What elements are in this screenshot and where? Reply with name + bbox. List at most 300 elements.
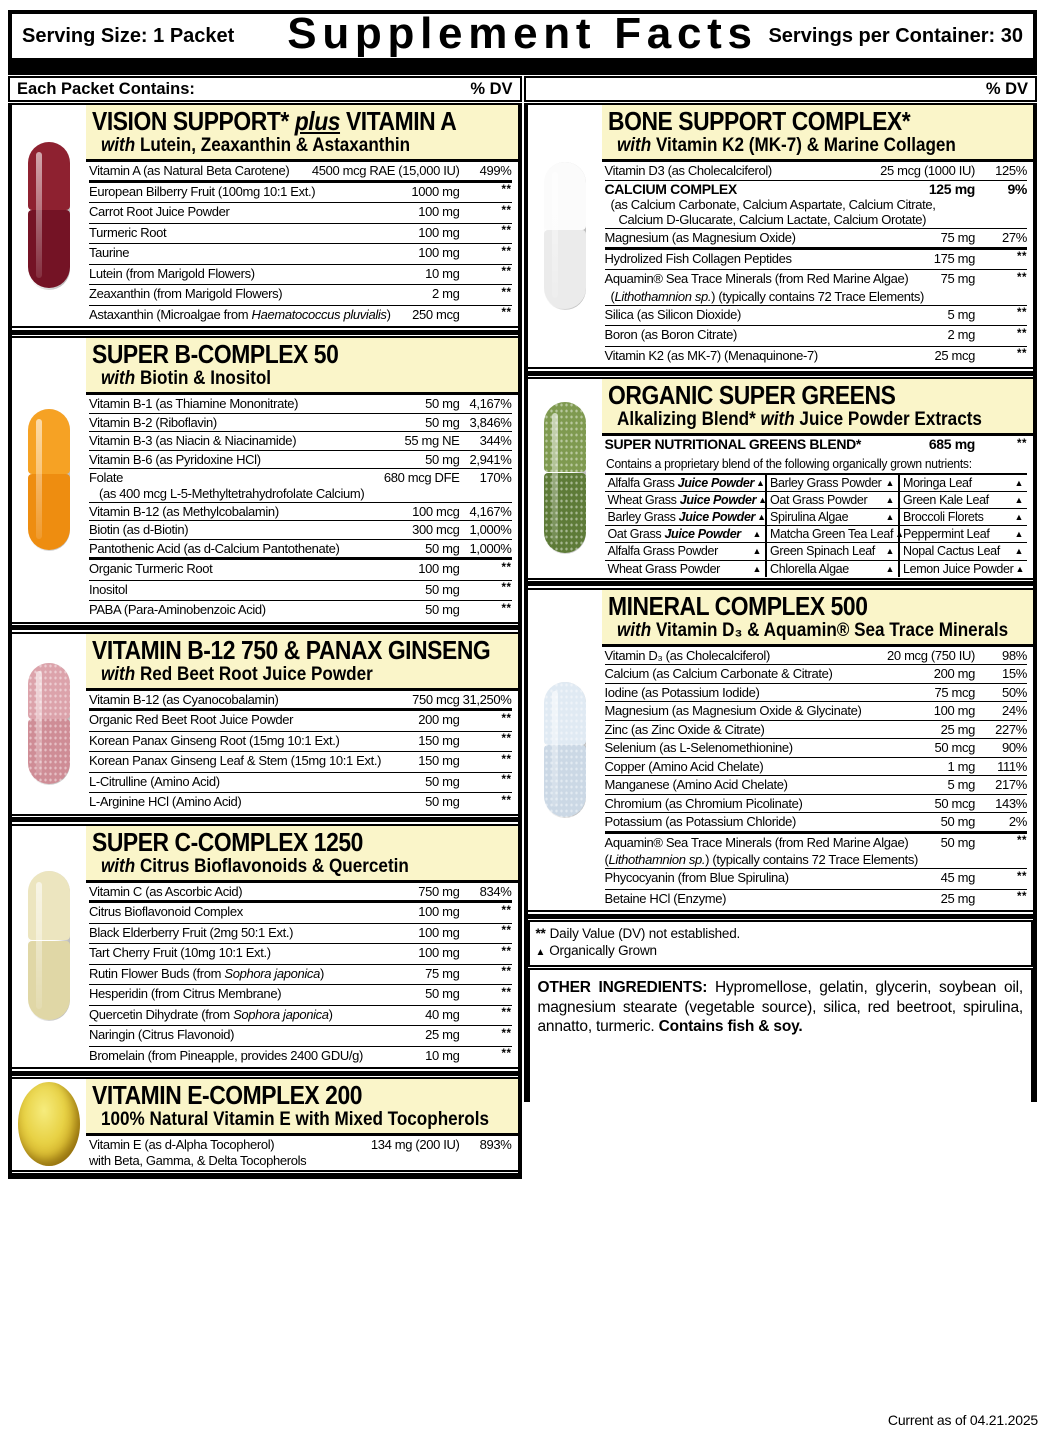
ingredient-name: Korean Panax Ginseng Leaf & Stem (15mg 10:1 Ext.): [89, 753, 382, 768]
ingredient-name: Betaine HCl (Enzyme): [604, 890, 727, 906]
section-title: MINERAL COMPLEX 500: [607, 590, 867, 621]
ingredient-subtext: with Beta, Gamma, & Delta Tocopherols: [89, 1152, 307, 1168]
ingredient-name: Hydrolized Fish Collagen Peptides: [604, 250, 792, 266]
section-title-band: [602, 590, 1034, 647]
ingredient-amount: 50 mg: [425, 794, 460, 809]
daily-value: 217%: [995, 777, 1027, 793]
daily-value: 90%: [1002, 740, 1027, 756]
capsule-column: [12, 105, 86, 326]
ingredient-amount: 100 mg: [418, 204, 460, 219]
greens-item-name: Oat Grass Juice Powder: [607, 527, 741, 542]
ingredient-row: [605, 305, 1028, 326]
header: [8, 10, 1037, 62]
organically-grown-mark: ▲: [758, 494, 767, 505]
ingredient-row: [89, 923, 512, 944]
greens-item: [900, 525, 1027, 542]
ingredient-row: [605, 683, 1028, 702]
section-organic-super-greens: [528, 377, 1034, 580]
ingredient-row: [605, 738, 1028, 757]
daily-value: [460, 602, 512, 620]
section-title: SUPER C-COMPLEX 1250: [92, 826, 363, 857]
other-ingredients-list: Hypromellose, gelatin, glycerin, soybean oil, magnesium stearate (vegetable source), silica, red beetroot, spirulina, annatto, turmeric.: [537, 979, 1023, 1036]
ingredient-subtext: (Lithothamnion sp.) (typically contains 72 Trace Elements): [604, 852, 919, 868]
ingredient-amount: 50 mg: [425, 540, 460, 556]
ingredient-amount: 200 mg: [933, 666, 975, 682]
section-super-b-complex: [12, 336, 518, 624]
capsule-column: [12, 1079, 86, 1170]
greens-item: [767, 491, 898, 508]
greens-item-name: Broccoli Florets: [903, 509, 984, 524]
ingredient-row: [605, 664, 1028, 683]
ingredient-amount: 25 mg: [425, 1027, 460, 1042]
capsule-image-b12-panax-ginseng: [28, 663, 70, 785]
footnote-text: Daily Value (DV) not established.: [549, 926, 741, 942]
ingredient-name: Vitamin C (as Ascorbic Acid): [89, 883, 243, 899]
section-title-band: [86, 634, 518, 691]
ingredient-amount: 50 mg: [425, 414, 460, 430]
dv-not-established-mark: **: [501, 986, 512, 999]
section-subtitle: with Red Beet Root Juice Powder: [101, 663, 373, 685]
ingredient-amount: 25 mg: [940, 890, 975, 906]
dv-not-established-mark: **: [1017, 835, 1027, 848]
ingredient-amount: 50 mg: [425, 986, 460, 1001]
greens-item: [605, 560, 766, 577]
ingredient-name: Black Elderberry Fruit (2mg 50:1 Ext.): [89, 924, 294, 940]
daily-value: 893%: [479, 1137, 512, 1152]
ingredient-name: Folate: [89, 470, 124, 485]
ingredient-name: Phycocyanin (from Blue Spirulina): [604, 870, 789, 886]
daily-value: [460, 733, 512, 751]
right-column: [524, 103, 1038, 1102]
section-vision-support: [12, 103, 518, 328]
daily-value: 834%: [479, 883, 512, 899]
section-subtitle: with Citrus Bioflavonoids & Quercetin: [101, 855, 409, 877]
daily-value: 1,000%: [469, 522, 512, 537]
ingredient-row: [89, 502, 512, 521]
section-title: VISION SUPPORT* plus VITAMIN A: [92, 106, 457, 136]
ingredient-row: [605, 162, 1028, 180]
ingredient-row: [89, 600, 512, 621]
dv-not-established-mark: **: [1017, 437, 1027, 450]
ingredient-name: Zeaxanthin (from Marigold Flowers): [89, 286, 283, 301]
ingredient-amount: 75 mg: [940, 271, 975, 286]
ingredient-name: Vitamin B-1 (as Thiamine Mononitrate): [89, 396, 299, 411]
ingredient-row: [89, 223, 512, 244]
ingredient-row: [89, 964, 512, 985]
daily-value: 2%: [1008, 814, 1027, 830]
section-title: VITAMIN E-COMPLEX 200: [92, 1080, 363, 1110]
ingredient-row: [89, 943, 512, 964]
ingredient-amount: 100 mg: [418, 245, 460, 260]
each-packet-contains-label: Each Packet Contains:: [17, 79, 195, 98]
other-ingredients-box: [528, 968, 1034, 1102]
ingredient-name: Carrot Root Juice Powder: [89, 204, 230, 219]
greens-item: [605, 508, 766, 525]
capsule-image-bone-support: [544, 162, 586, 310]
dv-not-established-mark: **: [501, 245, 512, 258]
section-mineral-complex: [528, 588, 1034, 913]
daily-value: 9%: [1007, 180, 1027, 197]
ingredient-name: Lutein (from Marigold Flowers): [89, 265, 255, 281]
section-title: SUPER B-COMPLEX 50: [92, 339, 339, 369]
daily-value: 344%: [479, 433, 512, 448]
ingredient-row: [89, 180, 512, 203]
daily-value: 125%: [995, 163, 1027, 178]
ingredient-amount: 75 mg: [425, 965, 460, 981]
column-end-bar: [12, 1173, 518, 1179]
ingredient-amount: 125 mg: [928, 180, 975, 197]
greens-item: [605, 491, 766, 508]
ingredient-name: Astaxanthin (Microalgae from Haematococcus pluvialis): [89, 306, 391, 322]
greens-item-name: Wheat Grass Juice Powder: [607, 492, 757, 507]
dv-not-established-mark: **: [501, 561, 512, 574]
daily-value: [975, 307, 1027, 325]
section-subtitle: with Vitamin K2 (MK-7) & Marine Collagen: [616, 135, 956, 156]
ingredient-amount: 100 mcg: [412, 503, 460, 519]
greens-item: [767, 475, 898, 491]
section-divider: [528, 914, 1034, 919]
ingredient-amount: 10 mg: [425, 1047, 460, 1063]
greens-item: [900, 475, 1027, 491]
section-title: VITAMIN B-12 750 & PANAX GINSENG: [92, 634, 491, 665]
ingredient-amount: 750 mg: [418, 883, 460, 899]
daily-value: [460, 904, 512, 922]
capsule-image-organic-super-greens: [544, 402, 586, 554]
ingredient-name: Vitamin E (as d-Alpha Tocopherol): [89, 1137, 275, 1152]
ingredient-row: [89, 243, 512, 264]
greens-item: [900, 542, 1027, 559]
daily-value: 15%: [1002, 666, 1027, 682]
greens-item-name: Spirulina Algae: [770, 509, 849, 524]
dv-not-established-mark: **: [501, 582, 512, 594]
daily-value: [460, 1048, 512, 1066]
ingredient-name: Zinc (as Zinc Oxide & Citrate): [604, 721, 765, 737]
greens-item-name: Peppermint Leaf: [903, 527, 990, 542]
daily-value: [460, 225, 512, 243]
allergen-statement: Contains fish & soy.: [658, 1018, 803, 1036]
ingredient-amount: 50 mg: [425, 602, 460, 617]
greens-column-3: [898, 475, 1027, 577]
organically-grown-mark: ▲: [757, 511, 766, 522]
daily-value: 2,941%: [469, 451, 512, 467]
dv-not-established-mark: **: [501, 966, 512, 978]
proprietary-blend-note: Contains a proprietary blend of the following organically grown nutrients:: [605, 455, 972, 471]
daily-value: [975, 251, 1027, 269]
dv-not-established-mark: **: [1017, 348, 1027, 360]
ingredient-amount: 5 mg: [947, 777, 975, 793]
daily-value: [975, 891, 1027, 909]
section-title-band: [86, 1079, 518, 1136]
ingredient-name: Boron (as Boron Citrate): [604, 327, 737, 342]
ingredient-name: Potassium (as Potassium Chloride): [604, 814, 796, 830]
ingredient-amount: 50 mg: [940, 834, 975, 850]
ingredient-row: [605, 346, 1028, 367]
organically-grown-mark: ▲: [1015, 563, 1025, 574]
ingredient-name: Vitamin B-3 (as Niacin & Niacinamide): [89, 433, 297, 448]
greens-item: [767, 525, 904, 542]
ingredient-name: Vitamin B-12 (as Cyanocobalamin): [89, 691, 279, 707]
greens-item-name: Oat Grass Powder: [770, 492, 868, 507]
ingredient-amount: 50 mcg: [934, 795, 975, 811]
footnote-mark: ▲: [535, 947, 546, 959]
ingredient-name: Naringin (Citrus Flavonoid): [89, 1027, 235, 1042]
ingredient-amount: 750 mcg: [412, 691, 460, 707]
daily-value: 3,846%: [469, 414, 512, 430]
ingredient-row: [605, 436, 1028, 456]
dv-not-established-mark: **: [501, 925, 512, 937]
ingredient-row: [605, 812, 1028, 831]
ingredient-amount: 50 mg: [425, 396, 460, 411]
ingredient-name: Citrus Bioflavonoid Complex: [89, 904, 243, 919]
organically-grown-mark: ▲: [752, 563, 762, 574]
ingredient-name: Vitamin D3 (as Cholecalciferol): [604, 163, 772, 178]
daily-value: [975, 348, 1027, 366]
ingredient-amount: 40 mg: [425, 1006, 460, 1022]
organically-grown-mark: ▲: [756, 477, 765, 488]
ingredient-name: Vitamin D₃ (as Cholecalciferol): [604, 647, 770, 663]
section-divider: [528, 371, 1034, 376]
ingredient-amount: 134 mg (200 IU): [370, 1137, 460, 1152]
ingredient-row: [89, 984, 512, 1005]
greens-item: [605, 475, 766, 491]
ingredient-row: [605, 794, 1028, 813]
organically-grown-mark: ▲: [895, 529, 904, 540]
ingredient-amount: 100 mg: [418, 561, 460, 576]
ingredient-amount: 250 mcg: [412, 306, 460, 322]
ingredient-amount: 175 mg: [933, 250, 975, 266]
capsule-image-mineral-complex: [544, 682, 586, 818]
ingredient-amount: 150 mg: [418, 753, 460, 768]
daily-value: 499%: [479, 163, 512, 178]
ingredient-amount: 680 mcg DFE: [383, 470, 460, 485]
ingredient-name: L-Arginine HCl (Amino Acid): [89, 794, 242, 809]
section-title: BONE SUPPORT COMPLEX*: [607, 106, 910, 136]
ingredient-row: [605, 701, 1028, 720]
dv-not-established-mark: **: [501, 1027, 512, 1040]
capsule-column: [12, 826, 86, 1068]
ingredient-name: L-Citrulline (Amino Acid): [89, 773, 220, 789]
footnote-line: [536, 942, 1026, 961]
ingredient-row: [605, 269, 1028, 305]
ingredient-name: Vitamin B-12 (as Methylcobalamin): [89, 503, 279, 519]
ingredient-name: Manganese (Amino Acid Chelate): [604, 777, 788, 793]
ingredient-row: [89, 708, 512, 731]
ingredient-amount: 2 mg: [947, 327, 975, 342]
daily-value: [460, 245, 512, 263]
ingredient-row: [89, 450, 512, 469]
ingredient-row: [605, 757, 1028, 776]
ingredient-amount: 50 mg: [425, 451, 460, 467]
capsule-column: [12, 634, 86, 814]
ingredient-row: [89, 264, 512, 285]
greens-item-name: Green Spinach Leaf: [770, 544, 875, 559]
ingredient-row: [89, 557, 512, 580]
organically-grown-mark: ▲: [1014, 494, 1023, 505]
ingredient-amount: 200 mg: [418, 712, 460, 727]
ingredient-row: [89, 1005, 512, 1026]
dv-not-established-mark: **: [1017, 327, 1027, 340]
daily-value: [460, 753, 512, 771]
capsule-column: [528, 590, 602, 911]
ingredient-name: European Bilberry Fruit (100mg 10:1 Ext.): [89, 183, 316, 199]
greens-item-name: Green Kale Leaf: [903, 492, 989, 507]
section-super-c-complex: [12, 824, 518, 1070]
serving-size: Serving Size: 1 Packet: [22, 24, 235, 47]
dv-not-established-mark: **: [501, 774, 512, 786]
footnotes-box: [528, 920, 1034, 967]
dv-not-established-mark: **: [1017, 251, 1027, 263]
section-subtitle: Alkalizing Blend* with Juice Powder Extracts: [616, 409, 982, 430]
ingredient-amount: 4500 mcg RAE (15,000 IU): [311, 163, 460, 178]
other-ingredients-label: OTHER INGREDIENTS:: [537, 979, 708, 997]
daily-value: [460, 184, 512, 202]
section-title-band: [602, 105, 1034, 162]
dv-not-established-mark: **: [501, 753, 512, 766]
ingredient-amount: 50 mg: [940, 814, 975, 830]
greens-column-1: [605, 475, 766, 577]
ingredient-amount: 25 mcg: [934, 347, 975, 363]
greens-item-name: Moringa Leaf: [903, 475, 972, 490]
greens-item: [767, 560, 898, 577]
organically-grown-mark: ▲: [1014, 546, 1023, 557]
daily-value: [460, 1007, 512, 1025]
ingredient-row: [89, 413, 512, 432]
capsule-image-vision-support: [28, 142, 70, 290]
ingredient-amount: 100 mg: [418, 945, 460, 960]
dv-header-left: % DV: [470, 79, 513, 98]
daily-value: 98%: [1002, 647, 1027, 663]
ingredient-row: [605, 720, 1028, 739]
ingredient-row: [605, 775, 1028, 794]
ingredient-name: Pantothenic Acid (as d-Calcium Pantothenate): [89, 540, 340, 556]
ingredient-name: Aquamin® Sea Trace Minerals (from Red Marine Algae): [604, 271, 909, 286]
ingredient-name: Turmeric Root: [89, 224, 167, 240]
ingredient-name: Quercetin Dihydrate (from Sophora japonica): [89, 1006, 333, 1022]
greens-item: [767, 508, 898, 525]
ingredient-row: [605, 325, 1028, 346]
daily-value: [460, 266, 512, 284]
daily-value: [460, 712, 512, 730]
dv-not-established-mark: **: [501, 225, 512, 237]
ingredient-amount: 50 mg: [425, 773, 460, 789]
greens-column-2: [765, 475, 904, 577]
ingredient-name: Magnesium (as Magnesium Oxide & Glycinate): [604, 703, 862, 719]
ingredient-name: Copper (Amino Acid Chelate): [604, 758, 764, 774]
header-divider-bar: [8, 62, 1037, 75]
dv-not-established-mark: **: [1017, 271, 1027, 284]
ingredient-name: PABA (Para-Aminobenzoic Acid): [89, 602, 266, 617]
greens-grid: [605, 473, 1028, 577]
daily-value: [460, 307, 512, 325]
ingredient-row: [89, 395, 512, 413]
ingredient-amount: 150 mg: [418, 732, 460, 748]
section-divider: [12, 817, 518, 822]
daily-value: [460, 582, 512, 600]
other-ingredients-text: [538, 978, 1024, 1037]
capsule-column: [528, 379, 602, 578]
ingredient-name: Organic Turmeric Root: [89, 561, 213, 576]
left-column-header: [8, 76, 522, 102]
ingredient-amount: 1 mg: [947, 758, 975, 774]
ingredient-row: [89, 468, 512, 502]
ingredient-row: [89, 691, 512, 709]
ingredient-row: [89, 751, 512, 772]
ingredient-name: SUPER NUTRITIONAL GREENS BLEND*: [604, 436, 861, 452]
left-column: [8, 103, 522, 1179]
organically-grown-mark: ▲: [885, 563, 895, 574]
ingredient-amount: 100 mg: [418, 224, 460, 240]
ingredient-row: [89, 772, 512, 793]
organically-grown-mark: ▲: [1014, 477, 1023, 488]
ingredient-name: Biotin (as d-Biotin): [89, 522, 189, 537]
ingredient-amount: 100 mg: [418, 924, 460, 940]
ingredient-amount: 25 mg: [940, 721, 975, 737]
daily-value: 1,000%: [469, 540, 512, 556]
ingredient-name: CALCIUM COMPLEX: [604, 180, 737, 197]
section-title-band: [86, 105, 518, 162]
section-vitamin-e-complex: [12, 1077, 518, 1172]
ingredient-row: [89, 284, 512, 305]
greens-item: [900, 560, 1027, 577]
ingredient-row: [89, 520, 512, 539]
ingredient-name: Rutin Flower Buds (from Sophora japonica): [89, 965, 324, 981]
daily-value: 227%: [995, 721, 1027, 737]
dv-header-right: % DV: [985, 79, 1028, 98]
greens-item-name: Alfalfa Grass Powder: [607, 544, 718, 559]
dv-not-established-mark: **: [1017, 891, 1027, 904]
ingredient-name: Hesperidin (from Citrus Membrane): [89, 986, 282, 1001]
ingredient-amount: 50 mg: [425, 581, 460, 597]
ingredient-amount: 300 mcg: [412, 522, 460, 537]
dv-not-established-mark: **: [501, 204, 512, 217]
section-divider: [12, 625, 518, 630]
footnote-line: [536, 925, 1026, 942]
daily-value: 4,167%: [469, 503, 512, 519]
column-headers: [8, 76, 1037, 102]
footer-date: Current as of 04.21.2025: [887, 1412, 1038, 1428]
greens-item-name: Barley Grass Powder: [770, 475, 882, 490]
dv-not-established-mark: **: [501, 1007, 512, 1019]
daily-value: [975, 271, 1027, 289]
ingredient-row: [605, 868, 1028, 889]
ingredient-row: [605, 647, 1028, 665]
greens-item-name: Matcha Green Tea Leaf: [770, 527, 894, 542]
ingredient-row: [89, 431, 512, 450]
greens-item: [900, 491, 1027, 508]
ingredient-amount: 75 mg: [940, 230, 975, 245]
page-title: Supplement Facts: [287, 9, 758, 58]
right-column-header: [524, 76, 1038, 102]
daily-value: 24%: [1002, 703, 1027, 719]
ingredient-row: [89, 162, 512, 180]
section-title-band: [86, 826, 518, 883]
dv-not-established-mark: **: [501, 794, 512, 807]
greens-item-name: Nopal Cactus Leaf: [903, 544, 1000, 559]
daily-value: [975, 437, 1027, 455]
organically-grown-mark: ▲: [885, 546, 895, 557]
ingredient-amount: 100 mg: [418, 904, 460, 919]
ingredient-amount: 50 mcg: [934, 740, 975, 756]
ingredient-subtext: (as Calcium Carbonate, Calcium Aspartate, Calcium Citrate,: [610, 197, 936, 212]
greens-item: [605, 525, 766, 542]
daily-value: 31,250%: [462, 691, 512, 707]
ingredient-name: Silica (as Silicon Dioxide): [604, 306, 741, 322]
daily-value: [460, 986, 512, 1004]
section-title-band: [602, 379, 1034, 436]
ingredient-amount: 25 mcg (1000 IU): [880, 163, 975, 178]
section-subtitle: with Lutein, Zeaxanthin & Astaxanthin: [101, 135, 411, 156]
organically-grown-mark: ▲: [752, 529, 762, 540]
